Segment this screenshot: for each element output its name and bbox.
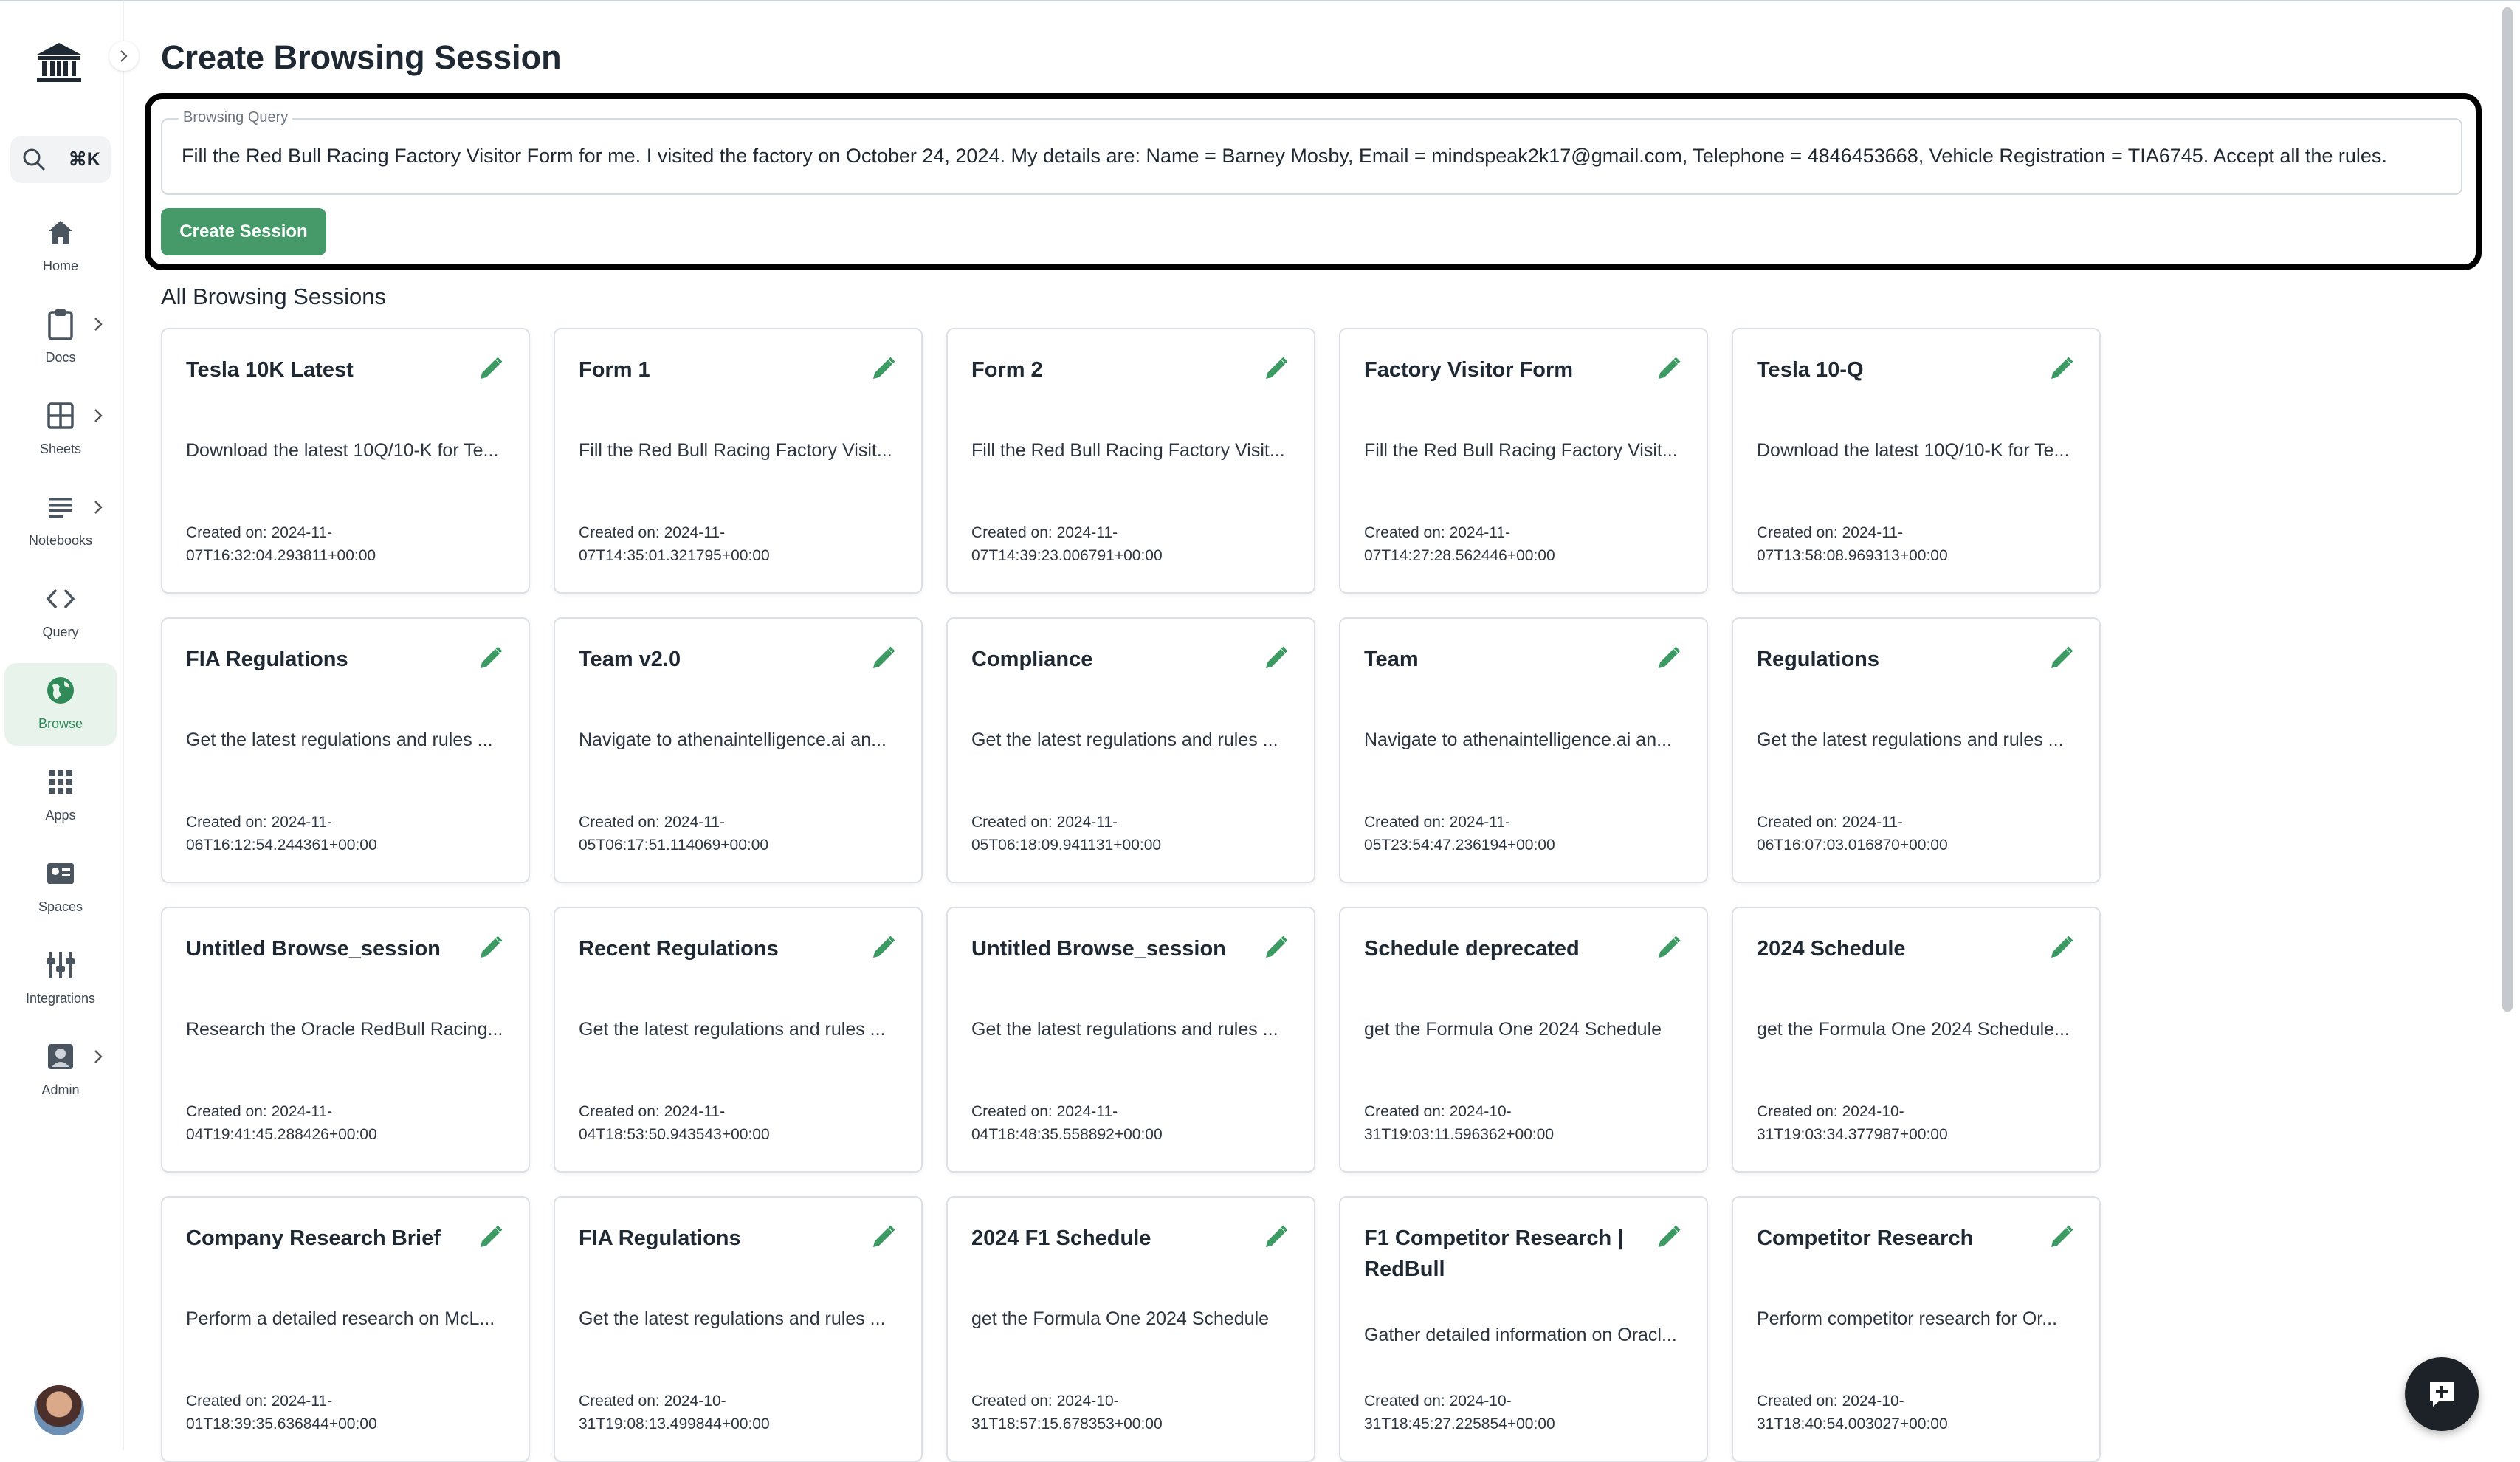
pencil-icon[interactable] [1653, 933, 1683, 963]
avatar[interactable] [34, 1385, 84, 1435]
browsing-query-field[interactable] [161, 109, 2462, 195]
pencil-icon[interactable] [475, 644, 505, 673]
pencil-icon[interactable] [1261, 933, 1290, 963]
session-description: get the Formula One 2024 Schedule [971, 1308, 1270, 1329]
session-description: Fill the Red Bull Racing Factory Visit... [579, 440, 892, 461]
session-card[interactable] [554, 328, 923, 594]
session-card[interactable] [161, 328, 530, 594]
session-card[interactable] [554, 907, 923, 1173]
page-title: Create Browsing Session [161, 38, 562, 76]
admin-icon [44, 1040, 78, 1074]
pencil-icon[interactable] [868, 1223, 898, 1252]
search-button[interactable] [10, 136, 111, 183]
session-title: FIA Regulations [579, 1226, 741, 1250]
sidebar-item-spaces[interactable] [4, 846, 117, 929]
session-card[interactable] [1732, 1196, 2101, 1462]
chevron-right-icon [119, 49, 129, 64]
session-title: Tesla 10K Latest [186, 358, 354, 382]
session-card[interactable] [1732, 328, 2101, 594]
sidebar-item-label: Notebooks [28, 533, 93, 548]
session-created: Created on: 2024-11- 06T16:07:03.016870+00:00 [1757, 814, 1948, 854]
grid-icon [44, 399, 78, 433]
session-title: Compliance [971, 648, 1093, 671]
session-card[interactable] [1339, 617, 1708, 883]
sidebar-item-label: Sheets [39, 442, 82, 456]
session-title: 2024 Schedule [1757, 937, 1906, 961]
spaces-icon [44, 857, 78, 890]
session-description: Get the latest regulations and rules ... [971, 1019, 1278, 1040]
session-title: Recent Regulations [579, 937, 779, 961]
browsing-query-input[interactable]: Fill the Red Bull Racing Factory Visitor Form for me. I visited the factory on October 24, 2024. My details are: Name = Barney Mosby, Email = mindspeak2k17@gmail.com, Telephone = 4846453668, Vehicle Registration = TIA6745. Accept all the rules. [182, 145, 2387, 167]
sidebar-item-label: Browse [38, 716, 83, 731]
search-icon [21, 146, 47, 173]
session-card[interactable] [946, 328, 1315, 594]
session-card[interactable] [946, 907, 1315, 1173]
session-card[interactable] [1732, 617, 2101, 883]
session-created: Created on: 2024-11- 05T06:18:09.941131+00:00 [971, 814, 1162, 854]
session-description: Navigate to athenaintelligence.ai an... [579, 730, 887, 750]
home-icon [44, 216, 78, 250]
session-title: Team [1364, 648, 1419, 671]
sessions-grid [161, 328, 2110, 1462]
session-description: Perform a detailed research on McL... [186, 1308, 495, 1329]
sidebar-item-label: Admin [41, 1082, 80, 1097]
session-card[interactable] [161, 907, 530, 1173]
sidebar-item-label: Home [42, 258, 78, 273]
session-card[interactable] [554, 617, 923, 883]
session-created: Created on: 2024-11- 06T16:12:54.244361+00:00 [186, 814, 377, 854]
session-description: Get the latest regulations and rules ... [971, 730, 1278, 750]
session-description: Fill the Red Bull Racing Factory Visit... [971, 440, 1285, 461]
pencil-icon[interactable] [1261, 644, 1290, 673]
pencil-icon[interactable] [1653, 644, 1683, 673]
sidebar-item-browse[interactable] [4, 663, 117, 746]
session-card[interactable] [161, 1196, 530, 1462]
session-title: F1 Competitor Research | RedBull [1364, 1226, 1624, 1281]
sidebar-collapse-button[interactable] [109, 41, 139, 71]
session-description: Get the latest regulations and rules ... [579, 1308, 886, 1329]
pencil-icon[interactable] [1261, 1223, 1290, 1252]
session-created: Created on: 2024-11- 05T23:54:47.236194+00:00 [1364, 814, 1555, 854]
sidebar-item-home[interactable] [4, 205, 117, 288]
session-title: Form 2 [971, 358, 1043, 382]
session-title: Regulations [1757, 648, 1879, 671]
pencil-icon[interactable] [475, 933, 505, 963]
chevron-right-icon [93, 316, 103, 332]
session-description: Gather detailed information on Oracl... [1364, 1325, 1677, 1345]
session-card[interactable] [946, 617, 1315, 883]
session-card[interactable] [1732, 907, 2101, 1173]
session-title: Competitor Research [1757, 1226, 1974, 1250]
sidebar-item-integrations[interactable] [4, 938, 117, 1020]
session-created: Created on: 2024-11- 07T14:27:28.562446+00:00 [1364, 524, 1555, 564]
chevron-right-icon [93, 1049, 103, 1065]
session-description: get the Formula One 2024 Schedule [1364, 1019, 1662, 1040]
session-description: Navigate to athenaintelligence.ai an... [1364, 730, 1672, 750]
session-description: Get the latest regulations and rules ... [1757, 730, 2064, 750]
create-session-button[interactable]: Create Session [161, 208, 326, 255]
sidebar-item-sheets[interactable] [4, 388, 117, 471]
scrollbar[interactable] [2502, 7, 2513, 1012]
pencil-icon[interactable] [2046, 354, 2076, 384]
session-title: Factory Visitor Form [1364, 358, 1574, 382]
pencil-icon[interactable] [2046, 933, 2076, 963]
pencil-icon[interactable] [868, 933, 898, 963]
search-shortcut: ⌘K [68, 149, 100, 170]
code-icon [44, 582, 78, 616]
session-description: get the Formula One 2024 Schedule... [1757, 1019, 2070, 1040]
lines-icon [44, 490, 78, 524]
pencil-icon[interactable] [475, 1223, 505, 1252]
sidebar-item-admin[interactable] [4, 1029, 117, 1112]
integrations-icon [44, 948, 78, 982]
session-created: Created on: 2024-11- 01T18:39:35.636844+00:00 [186, 1393, 377, 1432]
chevron-right-icon [93, 408, 103, 424]
pencil-icon[interactable] [1261, 354, 1290, 384]
session-description: Get the latest regulations and rules ... [579, 1019, 886, 1040]
sidebar-item-docs[interactable] [4, 297, 117, 380]
sidebar-item-notebooks[interactable] [4, 480, 117, 563]
sidebar-item-label: Docs [45, 350, 76, 365]
session-created: Created on: 2024-10- 31T19:03:34.377987+00:00 [1757, 1103, 1948, 1143]
globe-icon [44, 673, 78, 707]
session-created: Created on: 2024-10- 31T18:57:15.678353+00:00 [971, 1393, 1163, 1432]
session-created: Created on: 2024-11- 04T19:41:45.288426+00:00 [186, 1103, 377, 1143]
chat-plus-icon [2426, 1378, 2458, 1410]
session-description: Research the Oracle RedBull Racing... [186, 1019, 503, 1040]
session-card[interactable] [1339, 1196, 1708, 1462]
session-description: Fill the Red Bull Racing Factory Visit... [1364, 440, 1678, 461]
session-title: Tesla 10-Q [1757, 358, 1864, 382]
session-created: Created on: 2024-11- 04T18:48:35.558892+00:00 [971, 1103, 1163, 1143]
sidebar-item-query[interactable] [4, 572, 117, 654]
session-description: Get the latest regulations and rules ... [186, 730, 493, 750]
top-border [0, 0, 2520, 1]
session-created: Created on: 2024-10- 31T19:03:11.596362+00:00 [1364, 1103, 1555, 1143]
pencil-icon[interactable] [2046, 1223, 2076, 1252]
session-title: FIA Regulations [186, 648, 348, 671]
new-chat-button[interactable] [2405, 1357, 2479, 1431]
pencil-icon[interactable] [1653, 1223, 1683, 1252]
session-created: Created on: 2024-11- 07T14:39:23.006791+00:00 [971, 524, 1163, 564]
session-card[interactable] [554, 1196, 923, 1462]
session-created: Created on: 2024-11- 07T13:58:08.969313+00:00 [1757, 524, 1948, 564]
session-created: Created on: 2024-10- 31T18:40:54.003027+00:00 [1757, 1393, 1948, 1432]
pencil-icon[interactable] [2046, 644, 2076, 673]
session-card[interactable] [946, 1196, 1315, 1462]
institution-icon[interactable] [34, 40, 84, 84]
sidebar-item-label: Query [42, 625, 79, 639]
chevron-right-icon [93, 499, 103, 515]
session-title: Untitled Browse_session [971, 937, 1226, 961]
session-description: Download the latest 10Q/10-K for Te... [186, 440, 499, 461]
session-title: Team v2.0 [579, 648, 681, 671]
session-description: Perform competitor research for Or... [1757, 1308, 2058, 1329]
session-title: Form 1 [579, 358, 650, 382]
session-created: Created on: 2024-11- 04T18:53:50.943543+00:00 [579, 1103, 770, 1143]
session-card[interactable] [1339, 328, 1708, 594]
apps-icon [44, 765, 78, 799]
session-created: Created on: 2024-10- 31T18:45:27.225854+00:00 [1364, 1393, 1555, 1432]
pencil-icon[interactable] [475, 354, 505, 384]
session-title: Schedule deprecated [1364, 937, 1580, 961]
session-created: Created on: 2024-10- 31T19:08:13.499844+00:00 [579, 1393, 770, 1432]
pencil-icon[interactable] [868, 644, 898, 673]
session-created: Created on: 2024-11- 07T14:35:01.321795+00:00 [579, 524, 770, 564]
session-title: Untitled Browse_session [186, 937, 441, 961]
session-created: Created on: 2024-11- 07T16:32:04.293811+00:00 [186, 524, 376, 564]
session-title: 2024 F1 Schedule [971, 1226, 1151, 1250]
sidebar [0, 1, 124, 1450]
session-card[interactable] [1339, 907, 1708, 1173]
session-title: Company Research Brief [186, 1226, 441, 1250]
all-sessions-heading: All Browsing Sessions [161, 284, 386, 309]
sidebar-item-label: Apps [45, 808, 76, 823]
sidebar-item-label: Integrations [25, 991, 96, 1006]
sidebar-item-apps[interactable] [4, 755, 117, 837]
pencil-icon[interactable] [868, 354, 898, 384]
session-card[interactable] [161, 617, 530, 883]
session-description: Download the latest 10Q/10-K for Te... [1757, 440, 2070, 461]
clipboard-icon [44, 307, 78, 341]
sidebar-item-label: Spaces [38, 899, 83, 914]
session-created: Created on: 2024-11- 05T06:17:51.114069+00:00 [579, 814, 769, 854]
browsing-query-label: Browsing Query [179, 109, 292, 126]
pencil-icon[interactable] [1653, 354, 1683, 384]
